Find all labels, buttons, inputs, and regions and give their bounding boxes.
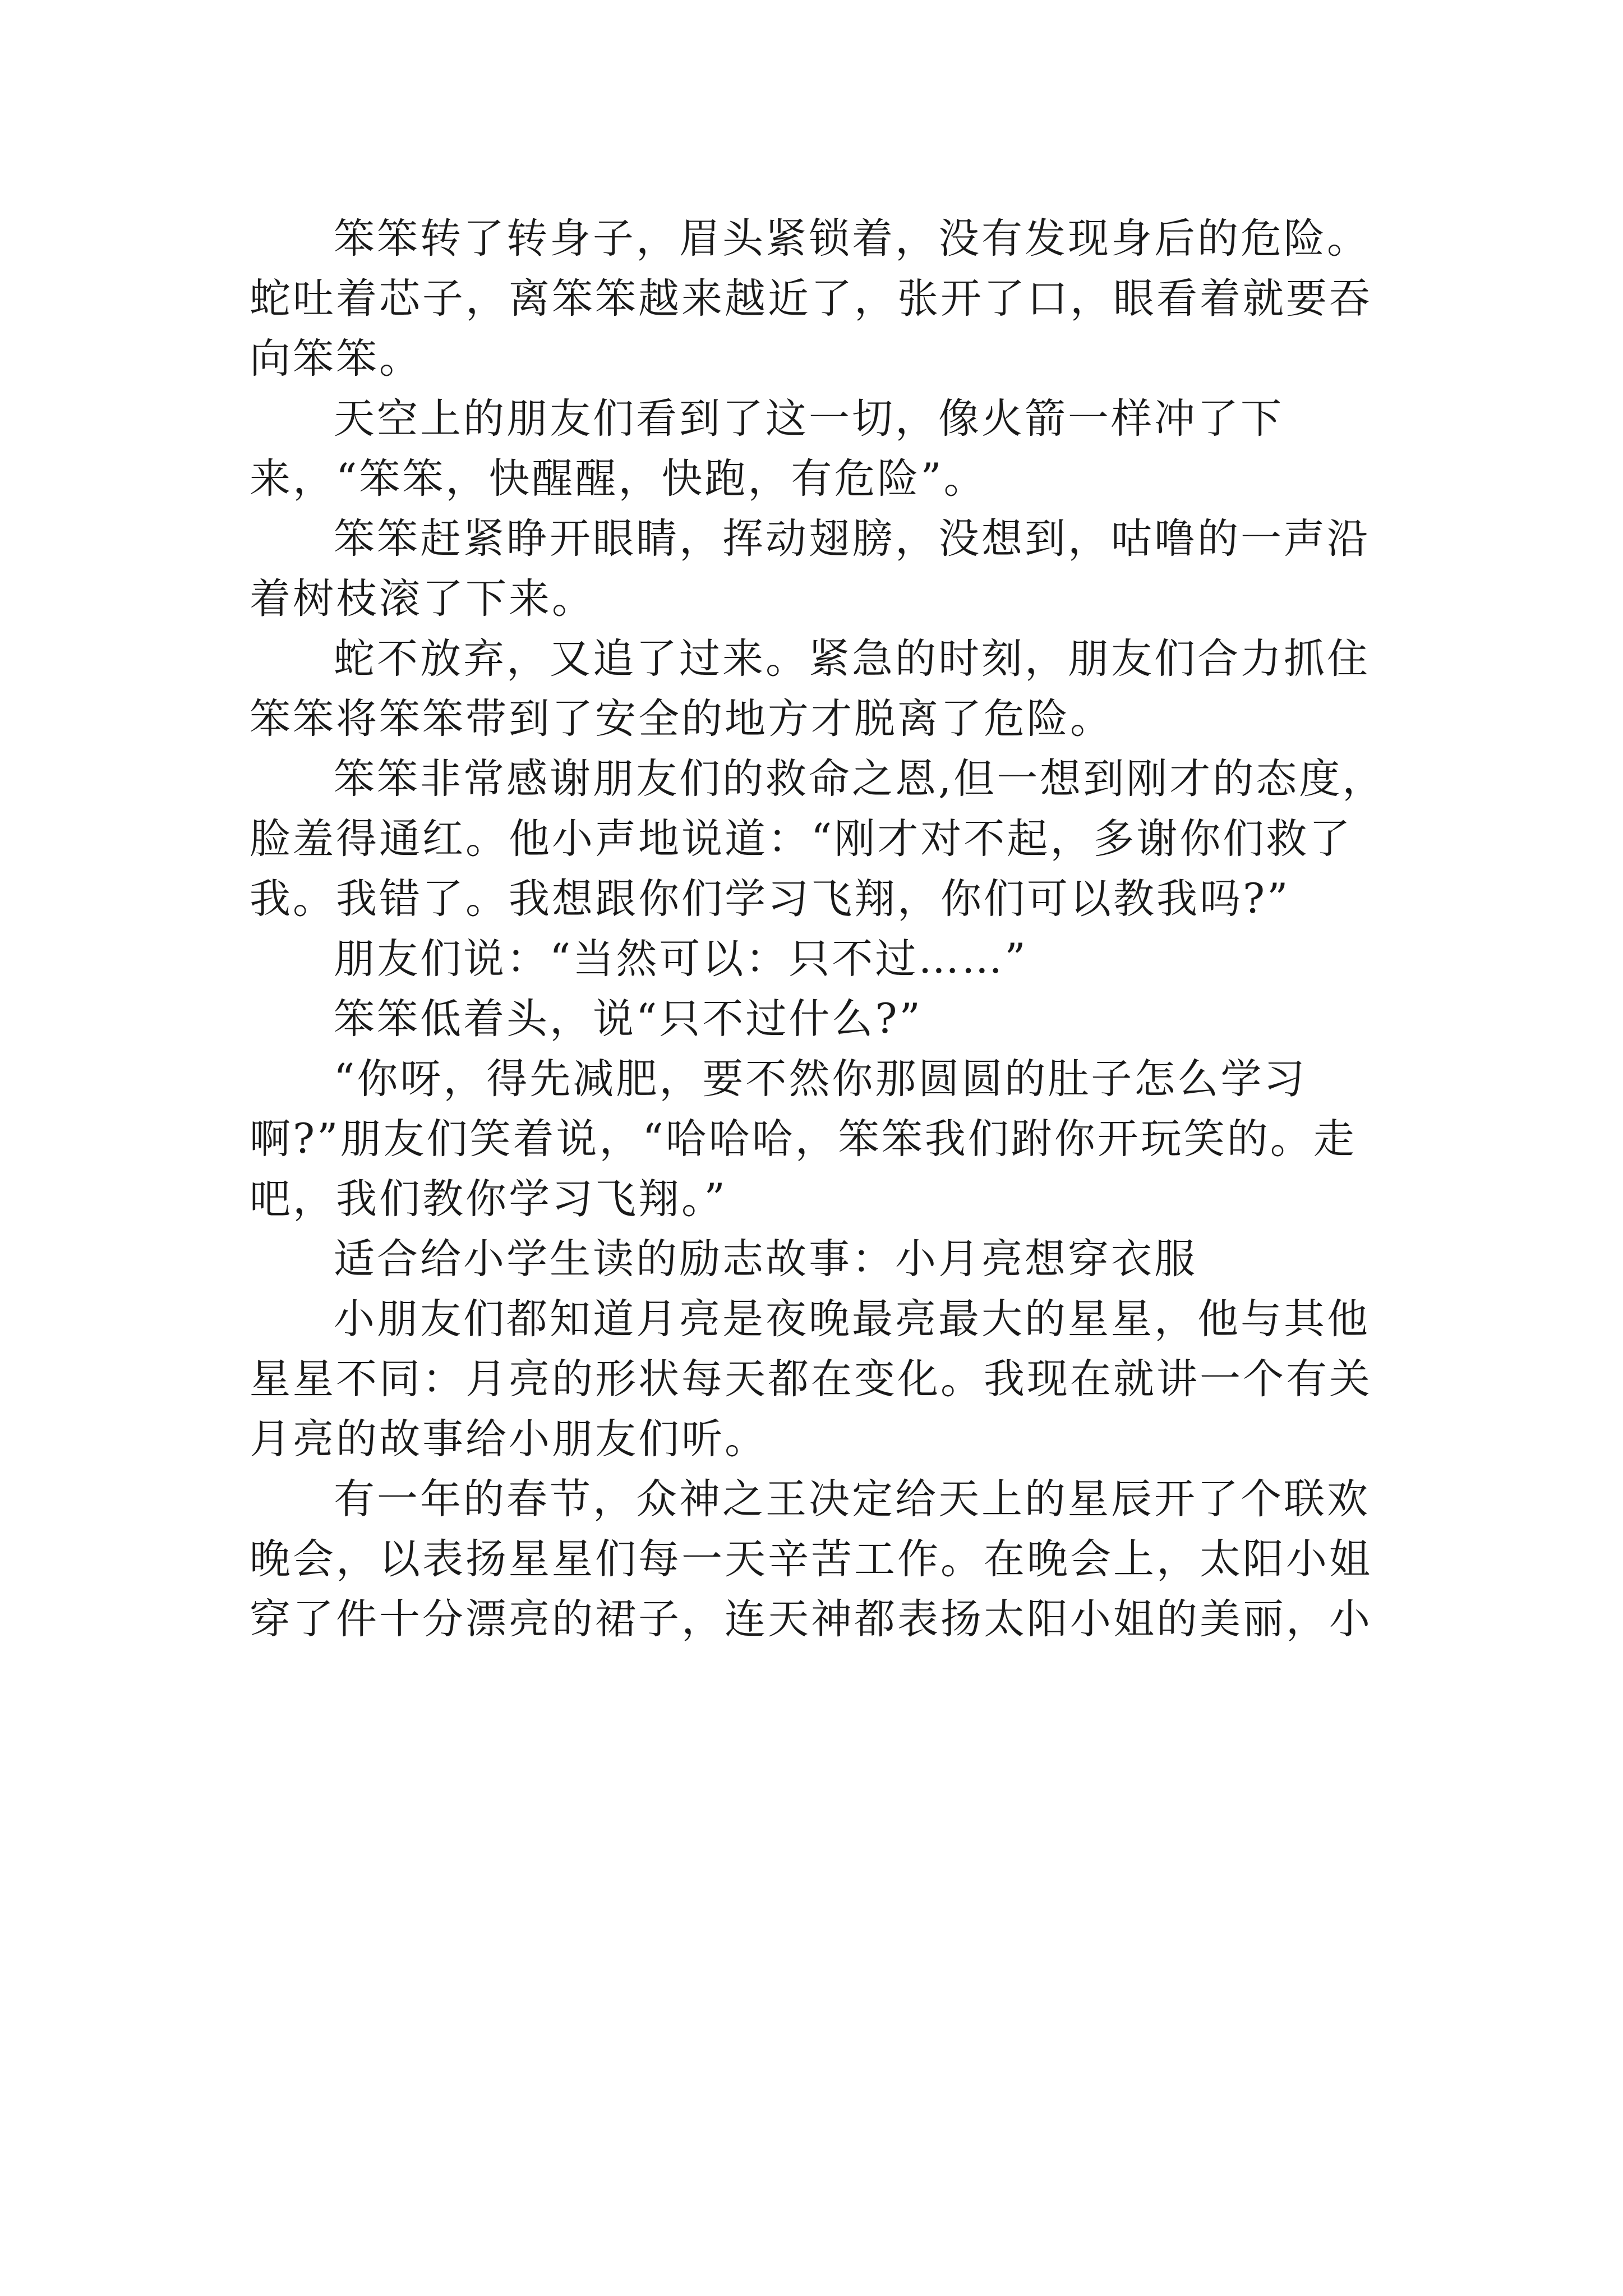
paragraph-8: “你呀，得先减肥，要不然你那圆圆的肚子怎么学习啊?”朋友们笑着说，“哈哈哈，笨笨我们跗你开玩笑的。走吧，我们教你学习飞翔。” (250, 1055, 1357, 1223)
paragraph-7: 笨笨低着头，说“只不过什么?” (334, 995, 923, 1043)
paragraph-5: 笨笨非常感谢朋友们的救命之恩,但一想到刚才的态度，脸羞得通红。他小声地说道：“刚才对不起，多谢你们救了我。我错了。我想跟你们学习飞翔，你们可以教我吗?” (250, 755, 1386, 923)
section-title: 适合给小学生读的励志故事：小月亮想穿衣服 (334, 1235, 1197, 1283)
story-text (250, 209, 1394, 1649)
paragraph-10: 有一年的春节，众神之王决定给天上的星辰开了个联欢晚会，以表扬星星们每一天辛苦工作。在晚会上，太阳小姐穿了件十分漂亮的裙子，连天神都表扬太阳小姐的美丽，小 (250, 1475, 1372, 1643)
paragraph-6: 朋友们说：“当然可以：只不过……” (334, 935, 1028, 983)
paragraph-2: 天空上的朋友们看到了这一切，像火箭一样冲了下来，“笨笨，快醒醒，快跑，有危险”。 (250, 395, 1284, 503)
paragraph-4: 蛇不放弃，又追了过来。紧急的时刻，朋友们合力抓住笨笨将笨笨带到了安全的地方才脱离了危险。 (250, 635, 1370, 743)
paragraph-1: 笨笨转了转身子，眉头紧锁着，没有发现身后的危险。蛇吐着芯子，离笨笨越来越近了，张开了口，眼看着就要吞向笨笨。 (250, 215, 1372, 383)
paragraph-9: 小朋友们都知道月亮是夜晚最亮最大的星星，他与其他星星不同：月亮的形状每天都在变化。我现在就讲一个有关月亮的故事给小朋友们听。 (250, 1295, 1372, 1463)
paragraph-3: 笨笨赶紧睁开眼睛，挥动翅膀，没想到，咕噜的一声沿着树枝滚了下来。 (250, 515, 1370, 623)
